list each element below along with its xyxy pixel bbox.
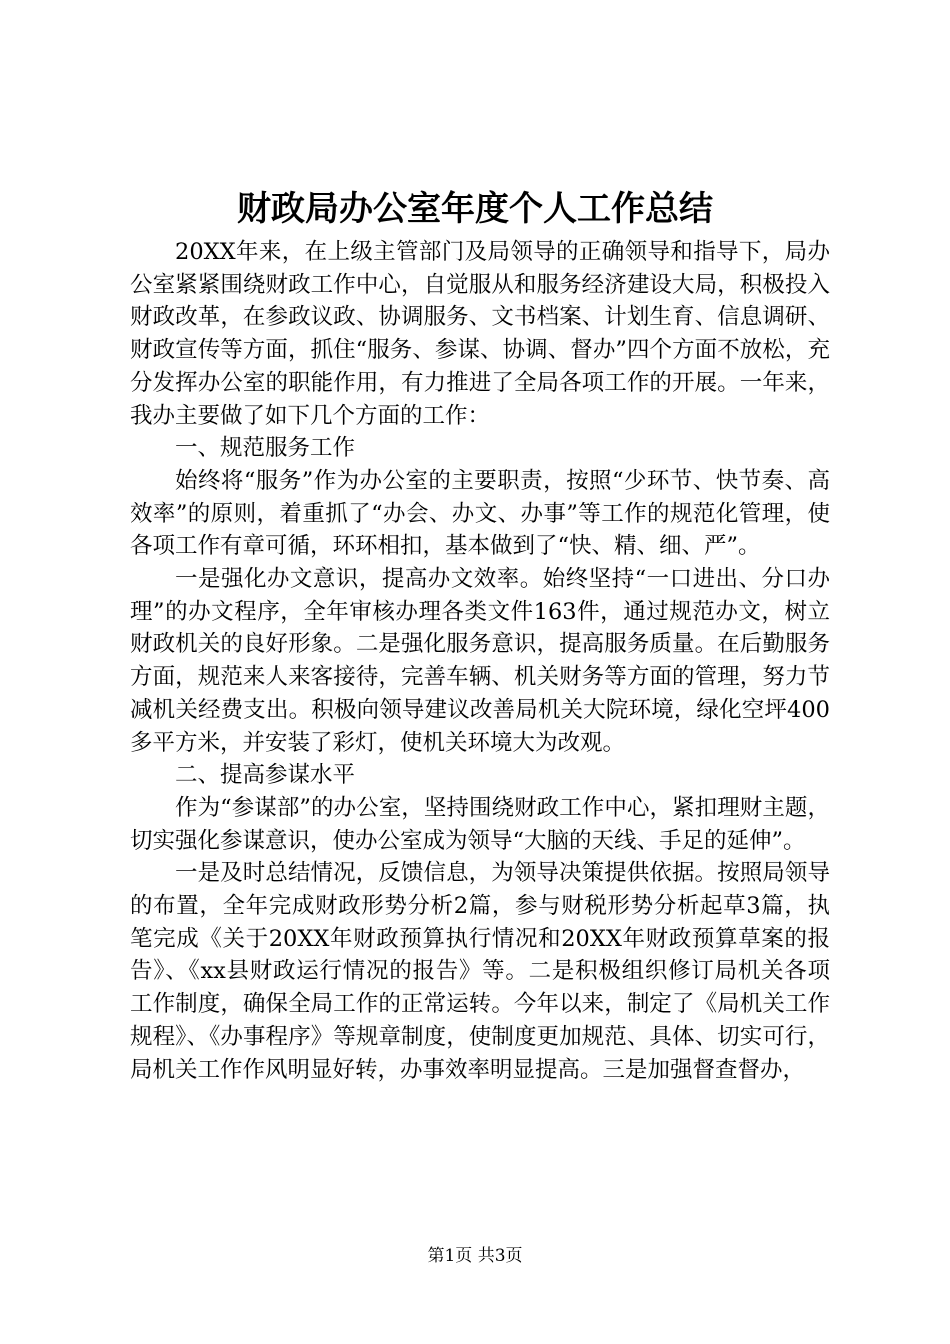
section-heading-advisory: 二、提高参谋水平 — [175, 762, 356, 789]
intro-paragraph: 20XX年来，在上级主管部门及局领导的正确领导和指导下，局办公室紧紧围绕财政工作中心，自觉服从和服务经济建设大局，积极投入财政改革，在参政议政、协调服务、文书档案、计划生育、信息调研、财政宣传等方面，抓住“服务、参谋、协调、督办”四个方面不放松，充分发挥办公室的职能作用，有力推进了全局各项工作的开展。一年来，我办主要做了如下几个方面的工作： — [130, 239, 830, 429]
service-summary-paragraph: 始终将“服务”作为办公室的主要职责，按照“少环节、快节奏、高效率”的原则，着重抓了“办会、办文、办事”等工作的规范化管理，使各项工作有章可循，环环相扣，基本做到了“快、精、细、严”。 — [130, 467, 830, 560]
document-title: 财政局办公室年度个人工作总结 — [237, 189, 713, 229]
service-detail-paragraph: 一是强化办文意识，提高办文效率。始终坚持“一口进出、分口办理”的办文程序，全年审核办理各类文件163件，通过规范办文，树立财政机关的良好形象。二是强化服务意识，提高服务质量。在后勤服务方面，规范来人来客接待，完善车辆、机关财务等方面的管理，努力节减机关经费支出。积极向领导建议改善局机关大院环境，绿化空坪400多平方米，并安装了彩灯，使机关环境大为改观。 — [130, 566, 830, 756]
advisory-detail-paragraph: 一是及时总结情况，反馈信息，为领导决策提供依据。按照局领导的布置，全年完成财政形势分析2篇，参与财税形势分析起草3篇，执笔完成《关于20XX年财政预算执行情况和20XX年财政预算草案的报告》、《xx县财政运行情况的报告》等。二是积极组织修订局机关各项工作制度，确保全局工作的正常运转。今年以来，制定了《局机关工作规程》、《办事程序》等规章制度，使制度更加规范、具体、切实可行，局机关工作作风明显好转，办事效率明显提高。三是加强督查督办， — [130, 860, 830, 1083]
page-number-footer: 第1页 共3页 — [427, 1246, 523, 1266]
document-body — [130, 236, 830, 1086]
advisory-summary-paragraph: 作为“参谋部”的办公室，坚持围绕财政工作中心，紧扣理财主题，切实强化参谋意识，使办公室成为领导“大脑的天线、手足的延伸”。 — [130, 794, 830, 854]
section-heading-service: 一、规范服务工作 — [175, 435, 356, 462]
